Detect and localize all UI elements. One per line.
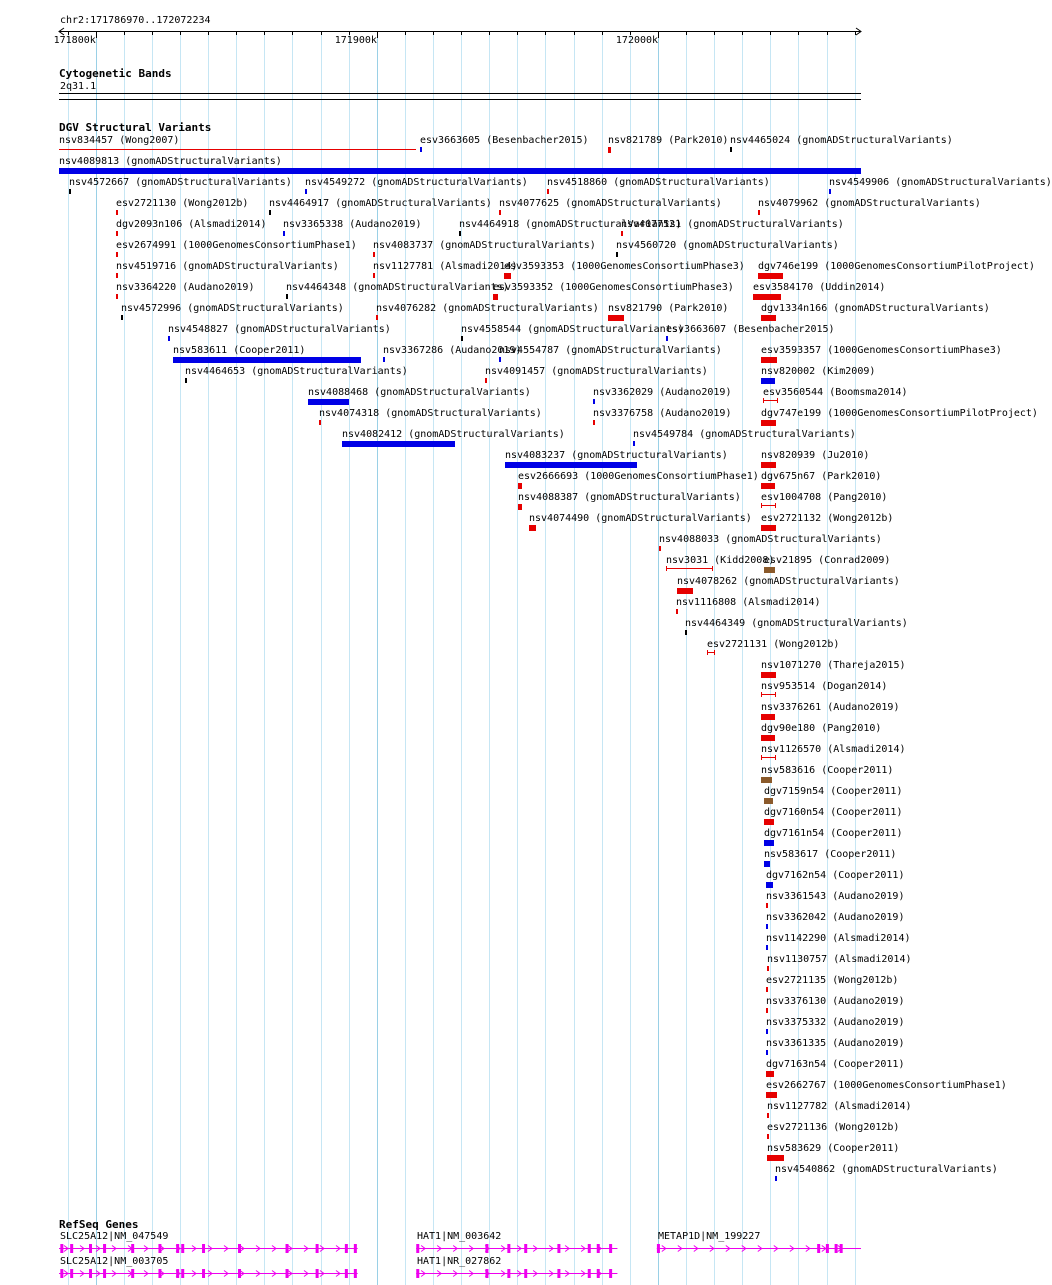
dgv-feature-label[interactable]: nsv1142290 (Alsmadi2014) [766,933,911,944]
dgv-feature-glyph[interactable] [761,755,776,760]
dgv-feature-label[interactable]: nsv3361543 (Audano2019) [766,891,905,902]
dgv-feature-label[interactable]: nsv4091457 (gnomADStructuralVariants) [485,366,708,377]
dgv-feature-glyph[interactable] [621,231,623,236]
dgv-feature-glyph[interactable] [766,1071,774,1077]
gene-exon [609,1269,612,1278]
dgv-feature-label[interactable]: dgv747e199 (1000GenomesConsortiumPilotProject) [761,408,1038,419]
dgv-feature-label[interactable]: dgv7163n54 (Cooper2011) [766,1059,905,1070]
dgv-feature-label[interactable]: esv2721135 (Wong2012b) [766,975,899,986]
dgv-feature-label[interactable]: nsv583629 (Cooper2011) [767,1143,900,1154]
dgv-feature-label[interactable]: esv2721131 (Wong2012b) [707,639,840,650]
dgv-feature-glyph[interactable] [518,483,522,489]
dgv-feature-label[interactable]: nsv4088033 (gnomADStructuralVariants) [659,534,882,545]
dgv-feature-glyph[interactable] [593,399,595,404]
dgv-feature-label[interactable]: dgv7162n54 (Cooper2011) [766,870,905,881]
dgv-feature-glyph[interactable] [286,294,288,299]
dgv-feature-label[interactable]: nsv4083737 (gnomADStructuralVariants) [373,240,596,251]
dgv-feature-label[interactable]: nsv583617 (Cooper2011) [764,849,897,860]
dgv-feature-glyph[interactable] [666,336,668,341]
dgv-feature-glyph[interactable] [758,210,760,215]
dgv-feature-glyph[interactable] [116,252,118,257]
dgv-feature-label[interactable]: esv2674991 (1000GenomesConsortiumPhase1) [116,240,357,251]
dgv-feature-glyph[interactable] [761,462,776,468]
dgv-feature-label[interactable]: dgv746e199 (1000GenomesConsortiumPilotProject) [758,261,1035,272]
dgv-feature-glyph[interactable] [676,609,678,614]
dgv-feature-glyph[interactable] [766,987,768,992]
dgv-feature-glyph[interactable] [766,882,773,888]
dgv-feature-label[interactable]: nsv4540862 (gnomADStructuralVariants) [775,1164,998,1175]
dgv-feature-glyph[interactable] [761,714,775,720]
dgv-feature-glyph[interactable] [499,210,501,215]
dgv-feature-label[interactable]: nsv4464653 (gnomADStructuralVariants) [185,366,408,377]
gene-exon [826,1244,829,1253]
dgv-feature-glyph[interactable] [461,336,463,341]
dgv-feature-label[interactable]: nsv3376261 (Audano2019) [761,702,900,713]
gene-label[interactable]: HAT1|NR_027862 [417,1256,502,1267]
dgv-feature-glyph[interactable] [116,210,118,215]
dgv-feature-glyph[interactable] [767,1155,784,1161]
dgv-feature-label[interactable]: esv2721136 (Wong2012b) [767,1122,900,1133]
dgv-feature-label[interactable]: nsv834457 (Wong2007) [59,135,180,146]
dgv-feature-glyph[interactable] [485,378,487,383]
ruler-tick-label: 171900k [334,35,377,46]
dgv-feature-label[interactable]: nsv1127781 (Alsmadi2014) [373,261,518,272]
cyto-band-label: 2q31.1 [60,81,97,92]
gene-exon [597,1269,600,1278]
dgv-feature-glyph[interactable] [504,273,511,279]
dgv-feature-glyph[interactable] [305,189,307,194]
dgv-feature-label[interactable]: esv3584170 (Uddin2014) [753,282,886,293]
dgv-track-title: DGV Structural Variants [59,121,212,134]
dgv-feature-glyph[interactable] [677,588,693,594]
dgv-feature-glyph[interactable] [758,273,783,279]
dgv-feature-label[interactable]: nsv3375332 (Audano2019) [766,1017,905,1028]
dgv-feature-glyph[interactable] [761,525,776,531]
dgv-feature-glyph[interactable] [59,168,861,174]
dgv-feature-label[interactable]: nsv3376130 (Audano2019) [766,996,905,1007]
dgv-feature-label[interactable]: nsv3031 (Kidd2008) [666,555,775,566]
dgv-feature-label[interactable]: nsv4549906 (gnomADStructuralVariants) [829,177,1052,188]
gene-exon [657,1244,660,1253]
dgv-feature-label[interactable]: nsv4089813 (gnomADStructuralVariants) [59,156,282,167]
ruler-tick-label: 172000k [615,35,659,46]
dgv-feature-label[interactable]: esv21895 (Conrad2009) [764,555,891,566]
dgv-feature-label[interactable]: nsv821790 (Park2010) [608,303,729,314]
dgv-feature-glyph[interactable] [829,189,831,194]
dgv-feature-label[interactable]: nsv1071270 (Thareja2015) [761,660,906,671]
dgv-feature-label[interactable]: nsv4464918 (gnomADStructuralVariants) [459,219,682,230]
dgv-feature-label[interactable]: nsv3362029 (Audano2019) [593,387,732,398]
dgv-feature-label[interactable]: nsv4560720 (gnomADStructuralVariants) [616,240,839,251]
dgv-feature-label[interactable]: nsv4077521 (gnomADStructuralVariants) [621,219,844,230]
dgv-feature-label[interactable]: nsv820002 (Kim2009) [761,366,876,377]
dgv-feature-glyph[interactable] [767,1113,769,1118]
dgv-feature-glyph[interactable] [319,420,321,425]
cyto-track-title: Cytogenetic Bands [59,67,172,80]
dgv-feature-glyph[interactable] [373,273,375,278]
dgv-feature-label[interactable]: nsv4464917 (gnomADStructuralVariants) [269,198,492,209]
dgv-feature-label[interactable]: nsv4464348 (gnomADStructuralVariants) [286,282,509,293]
dgv-feature-label[interactable]: nsv4549272 (gnomADStructuralVariants) [305,177,528,188]
dgv-feature-label[interactable]: nsv4083237 (gnomADStructuralVariants) [505,450,728,461]
dgv-feature-label[interactable]: esv3593353 (1000GenomesConsortiumPhase3) [504,261,745,272]
dgv-feature-label[interactable]: nsv1127782 (Alsmadi2014) [767,1101,912,1112]
dgv-feature-glyph[interactable] [59,149,416,150]
dgv-feature-glyph[interactable] [373,252,375,257]
dgv-feature-label[interactable]: nsv1130757 (Alsmadi2014) [767,954,912,965]
dgv-feature-glyph[interactable] [608,315,624,321]
dgv-feature-label[interactable]: dgv7159n54 (Cooper2011) [764,786,903,797]
dgv-feature-glyph[interactable] [764,861,770,867]
dgv-feature-label[interactable]: nsv4465024 (gnomADStructuralVariants) [730,135,953,146]
dgv-feature-label[interactable]: nsv4074490 (gnomADStructuralVariants) [529,513,752,524]
gene-exon [485,1269,488,1278]
dgv-feature-glyph[interactable] [766,903,768,908]
gene-model[interactable] [0,1242,890,1254]
dgv-feature-glyph[interactable] [766,1008,768,1013]
dgv-feature-glyph[interactable] [168,336,170,341]
dgv-feature-label[interactable]: nsv3361335 (Audano2019) [766,1038,905,1049]
dgv-feature-label[interactable]: nsv4519716 (gnomADStructuralVariants) [116,261,339,272]
dgv-feature-label[interactable]: dgv7161n54 (Cooper2011) [764,828,903,839]
dgv-feature-label[interactable]: esv2721132 (Wong2012b) [761,513,894,524]
dgv-feature-label[interactable]: nsv4077625 (gnomADStructuralVariants) [499,198,722,209]
dgv-feature-label[interactable]: nsv583616 (Cooper2011) [761,765,894,776]
dgv-feature-glyph[interactable] [767,966,769,971]
dgv-feature-glyph[interactable] [69,189,71,194]
dgv-feature-glyph[interactable] [376,315,378,320]
dgv-feature-glyph[interactable] [633,441,635,446]
gene-exon [840,1244,843,1253]
location-label: chr2:171786970..172072234 [60,15,211,26]
dgv-feature-label[interactable]: nsv3364220 (Audano2019) [116,282,255,293]
dgv-feature-glyph[interactable] [616,252,618,257]
dgv-feature-glyph[interactable] [269,210,271,215]
dgv-feature-label[interactable]: nsv1126570 (Alsmadi2014) [761,744,906,755]
dgv-feature-label[interactable]: nsv4518860 (gnomADStructuralVariants) [547,177,770,188]
dgv-feature-glyph[interactable] [459,231,461,236]
dgv-feature-glyph[interactable] [505,462,637,468]
dgv-feature-glyph[interactable] [764,819,774,825]
dgv-feature-glyph[interactable] [764,840,774,846]
dgv-feature-glyph[interactable] [383,357,385,362]
dgv-feature-glyph[interactable] [767,1134,769,1139]
dgv-feature-glyph[interactable] [730,147,732,152]
dgv-feature-label[interactable]: dgv7160n54 (Cooper2011) [764,807,903,818]
ruler-tick-label: 171800k [53,35,96,46]
gene-exon [835,1244,838,1253]
dgv-feature-glyph[interactable] [766,945,768,950]
dgv-feature-label[interactable]: esv3663607 (Besenbacher2015) [666,324,835,335]
dgv-feature-glyph[interactable] [775,1176,777,1181]
dgv-feature-label[interactable]: nsv4572996 (gnomADStructuralVariants) [121,303,344,314]
dgv-feature-glyph[interactable] [766,1092,777,1098]
dgv-feature-glyph[interactable] [518,504,522,510]
dgv-feature-glyph[interactable] [185,378,187,383]
dgv-feature-glyph[interactable] [608,147,611,153]
dgv-feature-glyph[interactable] [493,294,498,300]
dgv-feature-label[interactable]: nsv4464349 (gnomADStructuralVariants) [685,618,908,629]
dgv-feature-label[interactable]: esv2662767 (1000GenomesConsortiumPhase1) [766,1080,1007,1091]
dgv-feature-label[interactable]: esv1004708 (Pang2010) [761,492,888,503]
dgv-feature-glyph[interactable] [116,231,118,236]
dgv-feature-label[interactable]: nsv4572667 (gnomADStructuralVariants) [69,177,292,188]
dgv-feature-label[interactable]: nsv3362042 (Audano2019) [766,912,905,923]
dgv-feature-glyph[interactable] [761,672,776,678]
dgv-feature-glyph[interactable] [420,147,422,152]
gene-exon [557,1269,560,1278]
dgv-feature-label[interactable]: nsv821789 (Park2010) [608,135,729,146]
dgv-feature-glyph[interactable] [342,441,455,447]
dgv-feature-glyph[interactable] [283,231,285,236]
dgv-feature-label[interactable]: nsv4549784 (gnomADStructuralVariants) [633,429,856,440]
dgv-feature-label[interactable]: dgv675n67 (Park2010) [761,471,882,482]
dgv-feature-label[interactable]: nsv4082412 (gnomADStructuralVariants) [342,429,565,440]
gene-label[interactable]: HAT1|NM_003642 [417,1231,502,1242]
dgv-feature-label[interactable]: nsv953514 (Dogan2014) [761,681,888,692]
dgv-feature-glyph[interactable] [308,399,349,405]
dgv-feature-glyph[interactable] [761,357,777,363]
dgv-feature-glyph[interactable] [753,294,781,300]
dgv-feature-glyph[interactable] [761,378,775,384]
dgv-feature-label[interactable]: nsv4078262 (gnomADStructuralVariants) [677,576,900,587]
dgv-feature-glyph[interactable] [763,398,778,403]
dgv-feature-glyph[interactable] [764,798,773,804]
gene-model[interactable] [0,1267,890,1279]
dgv-feature-glyph[interactable] [761,503,776,508]
dgv-feature-label[interactable]: esv3663605 (Besenbacher2015) [420,135,589,146]
dgv-feature-label[interactable]: dgv90e180 (Pang2010) [761,723,882,734]
gene-exon [416,1269,419,1278]
dgv-feature-label[interactable]: nsv4548827 (gnomADStructuralVariants) [168,324,391,335]
dgv-feature-label[interactable]: nsv4079962 (gnomADStructuralVariants) [758,198,981,209]
gene-label[interactable]: SLC25A12|NM_003705 [60,1256,169,1267]
dgv-feature-label[interactable]: nsv4558544 (gnomADStructuralVariants) [461,324,684,335]
dgv-feature-label[interactable]: nsv4554787 (gnomADStructuralVariants) [499,345,722,356]
dgv-feature-glyph[interactable] [116,294,118,299]
dgv-feature-glyph[interactable] [685,630,687,635]
dgv-feature-glyph[interactable] [121,315,123,320]
dgv-feature-glyph[interactable] [761,315,776,321]
dgv-feature-glyph[interactable] [761,692,776,697]
dgv-feature-label[interactable]: nsv820939 (Ju2010) [761,450,870,461]
dgv-feature-label[interactable]: nsv3376758 (Audano2019) [593,408,732,419]
dgv-feature-label[interactable]: dgv1334n166 (gnomADStructuralVariants) [761,303,990,314]
dgv-feature-glyph[interactable] [659,546,661,551]
dgv-feature-glyph[interactable] [764,567,775,573]
dgv-feature-label[interactable]: nsv583611 (Cooper2011) [173,345,306,356]
dgv-feature-label[interactable]: esv2721130 (Wong2012b) [116,198,249,209]
dgv-feature-glyph[interactable] [116,273,118,278]
dgv-feature-glyph[interactable] [547,189,549,194]
dgv-feature-glyph[interactable] [529,525,536,531]
dgv-feature-label[interactable]: esv3593352 (1000GenomesConsortiumPhase3) [493,282,734,293]
dgv-feature-glyph[interactable] [173,357,361,363]
gene-exon [507,1269,510,1278]
dgv-feature-label[interactable]: dgv2093n106 (Alsmadi2014) [116,219,267,230]
dgv-feature-glyph[interactable] [761,483,775,489]
dgv-feature-label[interactable]: nsv3365338 (Audano2019) [283,219,422,230]
gene-label[interactable]: METAP1D|NM_199227 [658,1231,761,1242]
dgv-feature-label[interactable]: nsv4074318 (gnomADStructuralVariants) [319,408,542,419]
dgv-feature-glyph[interactable] [593,420,595,425]
dgv-feature-glyph[interactable] [707,650,715,655]
dgv-feature-label[interactable]: nsv3367286 (Audano2019) [383,345,522,356]
dgv-feature-glyph[interactable] [761,420,776,426]
dgv-feature-label[interactable]: nsv1116808 (Alsmadi2014) [676,597,821,608]
dgv-feature-label[interactable]: nsv4076282 (gnomADStructuralVariants) [376,303,599,314]
dgv-feature-glyph[interactable] [666,566,713,571]
refseq-track-title: RefSeq Genes [59,1218,139,1231]
dgv-feature-glyph[interactable] [766,1050,768,1055]
dgv-feature-glyph[interactable] [499,357,501,362]
dgv-feature-label[interactable]: nsv4088468 (gnomADStructuralVariants) [308,387,531,398]
dgv-feature-label[interactable]: esv3593357 (1000GenomesConsortiumPhase3) [761,345,1002,356]
dgv-feature-label[interactable]: esv2666693 (1000GenomesConsortiumPhase1) [518,471,759,482]
gene-exon [588,1269,591,1278]
gene-exon [817,1244,820,1253]
dgv-feature-label[interactable]: esv3560544 (Boomsma2014) [763,387,908,398]
dgv-feature-glyph[interactable] [766,1029,768,1034]
dgv-feature-glyph[interactable] [761,777,772,783]
dgv-feature-glyph[interactable] [761,735,775,741]
dgv-feature-label[interactable]: nsv4088387 (gnomADStructuralVariants) [518,492,741,503]
dgv-feature-glyph[interactable] [766,924,768,929]
gene-exon [524,1269,527,1278]
gene-label[interactable]: SLC25A12|NM_047549 [60,1231,169,1242]
